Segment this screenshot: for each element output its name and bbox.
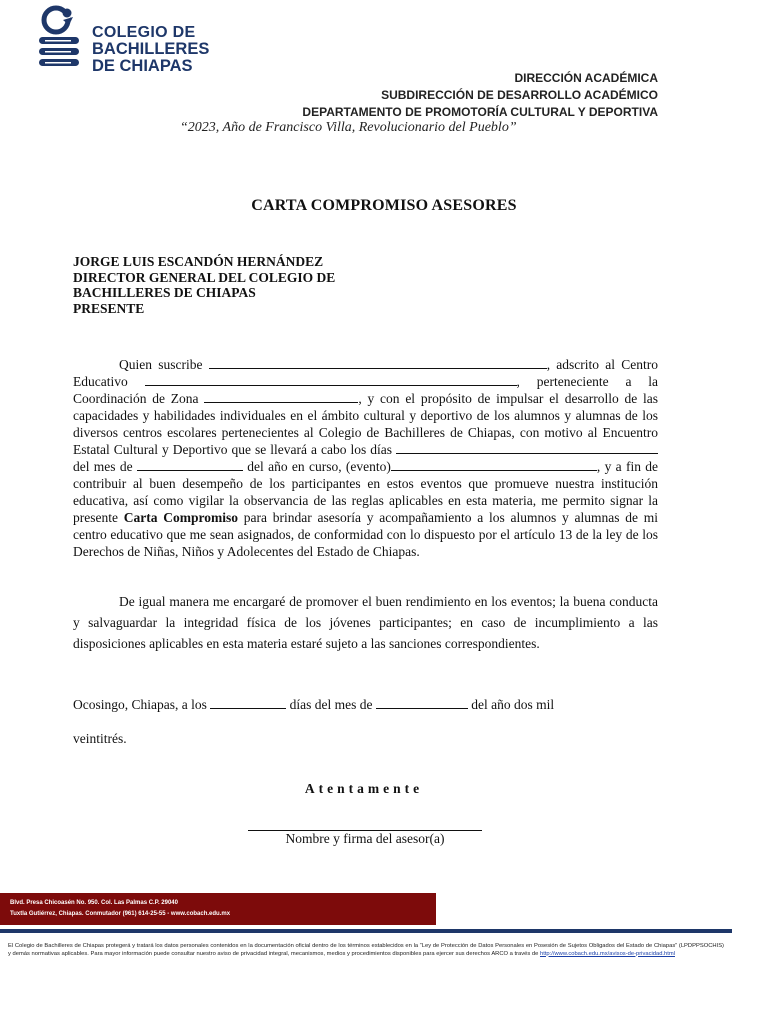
document-title: CARTA COMPROMISO ASESORES [251,197,517,214]
logo-wordmark [92,24,209,75]
addressee-block [73,254,335,316]
blank-signer-name[interactable] [209,356,547,369]
place-date-text-2: días del mes de [289,697,373,712]
privacy-link[interactable]: http://www.cobach.edu.mx/avisos-de-privacidad.html [539,950,675,957]
p1-text-4: , y con el propósito de impulsar el desarrollo de las capacidades y habilidades individuales en el ámbito cultural y deportivo de los alumnos y alumnas de los diversos centros escolares pertenecientes al Colegio de Bachilleres de Chiapas, con motivo al Encuentro Estatal Cultural y Deportivo que se llevará a cabo los días [73,391,659,457]
header-line-1: DIRECCIÓN ACADÉMICA [514,71,658,85]
footer-address-2: Tuxtla Gutiérrez, Chiapas. Conmutador (961) 614-25-55 - www.cobach.edu.mx [10,911,231,917]
logo-line-3: DE CHIAPAS [92,57,193,75]
blank-days[interactable] [396,441,658,454]
privacy-notice [8,943,724,958]
p1-text-1: Quien suscribe [119,357,203,372]
blank-zone[interactable] [204,390,358,403]
p1-text-5: del mes de [73,459,133,474]
footer-address-1: Blvd. Presa Chicoasén No. 950. Col. Las Palmas C.P. 29040 [10,900,178,906]
place-date-year: veintitrés. [73,731,127,746]
signature-label: Nombre y firma del asesor(a) [285,831,445,846]
footer-address-bar [0,893,436,925]
year-motto: “2023, Año de Francisco Villa, Revolucionario del Pueblo” [180,120,517,135]
p2-text: De igual manera me encargaré de promover el buen rendimiento en los eventos; la buena conducta y salvaguardar la integridad física de los jóvenes participantes; en caso de incumplimiento a las disposiciones aplicables en esta materia estaré sujeto a las sanciones correspondientes. [73,594,658,651]
closing-atentamente: Atentamente [304,781,424,796]
place-date-text-1: Ocosingo, Chiapas, a los [73,697,207,712]
addressee-name: JORGE LUIS ESCANDÓN HERNÁNDEZ [73,254,324,269]
p1-text-2: , adscrito al Centro Educativo [73,357,658,389]
cobach-logo [36,4,226,76]
header-line-3: DEPARTAMENTO DE PROMOTORÍA CULTURAL Y DEPORTIVA [302,105,658,119]
privacy-text: El Colegio de Bachilleres de Chiapas protegerá y tratará los datos personales contenidos en la documentación oficial dentro de los términos establecidos en la “Ley de Protección de Datos Personales en Posesión de Sujetos Obligados del Estado de Chiapas” (LPDPPSOCHIS) y demás normativas aplicables. Para mayor información puede consultar nuestro aviso de privacidad integral, mecanismos, medios y procedimientos disponibles para ejercer sus derechos ARCO a través de [8,943,724,957]
blank-school[interactable] [145,373,517,386]
p1-text-7: , y a fin de contribuir al buen desempeño de los participantes en estos eventos que promueve nuestra institución educativa, así como vigilar la observancia de las reglas aplicables en esta materia, me permito signar la presente [73,459,659,525]
department-header [302,70,658,121]
blank-date-day[interactable] [210,696,286,709]
logo-line-1: COLEGIO DE [92,24,196,41]
p1-bold-carta: Carta Compromiso [123,510,238,525]
logo-line-2: BACHILLERES [92,40,210,58]
blank-event[interactable] [391,458,597,471]
addressee-title-1: DIRECTOR GENERAL DEL COLEGIO DE [73,269,336,285]
blank-month[interactable] [137,458,243,471]
p1-text-3: , perteneciente a la Coordinación de Zona [73,374,659,406]
commitment-paragraph [73,356,658,560]
footer-divider [0,929,732,933]
place-date-line [73,696,554,713]
p1-text-6: del año en curso, (evento) [247,459,391,474]
blank-date-month[interactable] [376,696,468,709]
p1-text-8: para brindar asesoría y acompañamiento a los alumnos y alumnas de mi centro educativo que me sean asignados, de conformidad con lo dispuesto por el artículo 13 de la ley de los Derechos de Niñas, Niños y Adolecentes del Estado de Chiapas. [73,510,658,559]
place-date-text-3: del año dos mil [471,697,555,712]
addressee-title-2: BACHILLERES DE CHIAPAS [73,285,256,300]
header-line-2: SUBDIRECCIÓN DE DESARROLLO ACADÉMICO [381,88,658,102]
addressee-presente: PRESENTE [73,300,145,316]
responsibility-paragraph [73,591,658,654]
cobach-emblem-icon [36,4,90,74]
